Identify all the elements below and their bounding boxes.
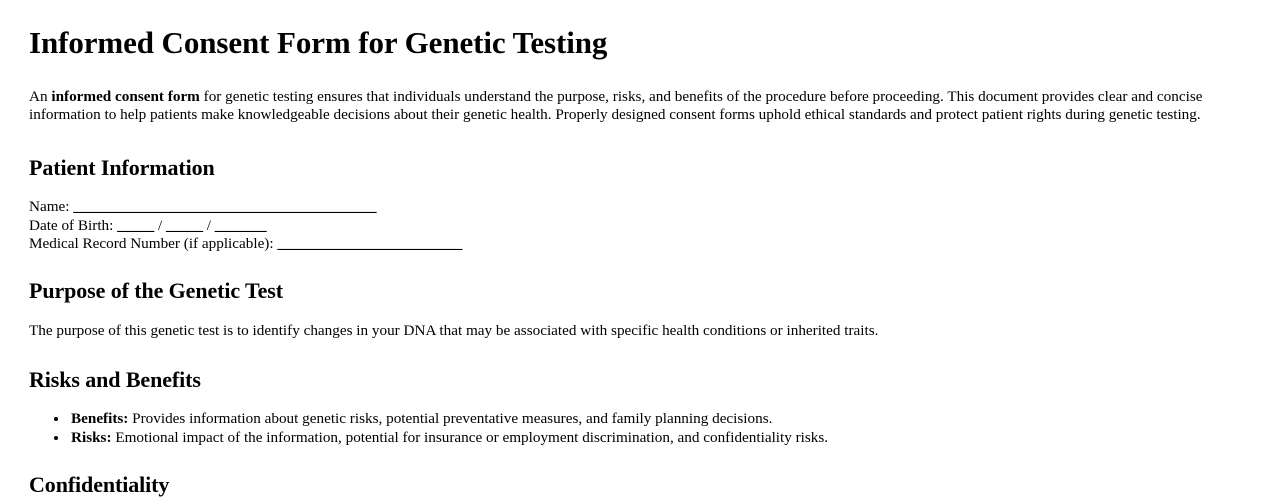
heading-risks-and-benefits: Risks and Benefits xyxy=(29,366,201,392)
intro-rest-text: for genetic testing ensures that individuals understand the purpose, risks, and benefits of the procedure before proceeding. This document provides clear and concise information to help patients make knowledgeable decisions about their genetic health. Properly designed consent forms uphold ethical standards and protect patient rights during genetic testing. xyxy=(29,87,1203,124)
risks-and-benefits-list xyxy=(29,410,1214,447)
medical-record-number-label: Medical Record Number (if applicable): xyxy=(29,234,278,252)
purpose-paragraph: The purpose of this genetic test is to identify changes in your DNA that may be associated with specific health conditions or inherited traits. xyxy=(29,322,879,340)
medical-record-number-blank[interactable]: _________________________ xyxy=(277,234,463,252)
list-item xyxy=(69,429,1214,448)
heading-confidentiality: Confidentiality xyxy=(29,472,170,498)
spacer xyxy=(29,253,1214,278)
patient-information-fields xyxy=(29,198,1214,253)
dob-separator: / xyxy=(202,216,215,234)
dob-day-blank[interactable]: _____ xyxy=(165,216,203,234)
dob-year-blank[interactable]: _______ xyxy=(214,216,267,234)
list-item-text: Emotional impact of the information, potential for insurance or employment discrimination, and confidentiality risks. xyxy=(111,428,829,446)
spacer xyxy=(29,447,1214,472)
date-of-birth-label: Date of Birth: xyxy=(29,216,118,234)
field-row-date-of-birth xyxy=(29,217,1214,235)
list-item-label: Risks: xyxy=(71,428,112,446)
field-row-medical-record-number xyxy=(29,235,1214,253)
heading-purpose-of-the-genetic-test: Purpose of the Genetic Test xyxy=(29,278,283,304)
name-label: Name: xyxy=(29,198,74,216)
spacer xyxy=(29,303,1214,322)
field-row-name xyxy=(29,198,1214,216)
spacer xyxy=(29,392,1214,410)
spacer xyxy=(29,341,1214,367)
page-title: Informed Consent Form for Genetic Testing xyxy=(29,25,608,60)
list-item-text: Provides information about genetic risks, potential preventative measures, and family planning decisions. xyxy=(128,410,773,428)
intro-lead-text: An xyxy=(29,87,52,105)
list-item xyxy=(69,410,1214,429)
intro-paragraph xyxy=(29,61,1214,125)
intro-bold-term: informed consent form xyxy=(51,87,200,105)
dob-month-blank[interactable]: _____ xyxy=(117,216,155,234)
heading-patient-information: Patient Information xyxy=(29,154,215,180)
spacer xyxy=(29,125,1214,155)
dob-separator: / xyxy=(154,216,166,234)
name-input-blank[interactable]: _________________________________________ xyxy=(73,198,377,216)
spacer xyxy=(29,180,1214,198)
list-item-label: Benefits: xyxy=(71,410,129,428)
